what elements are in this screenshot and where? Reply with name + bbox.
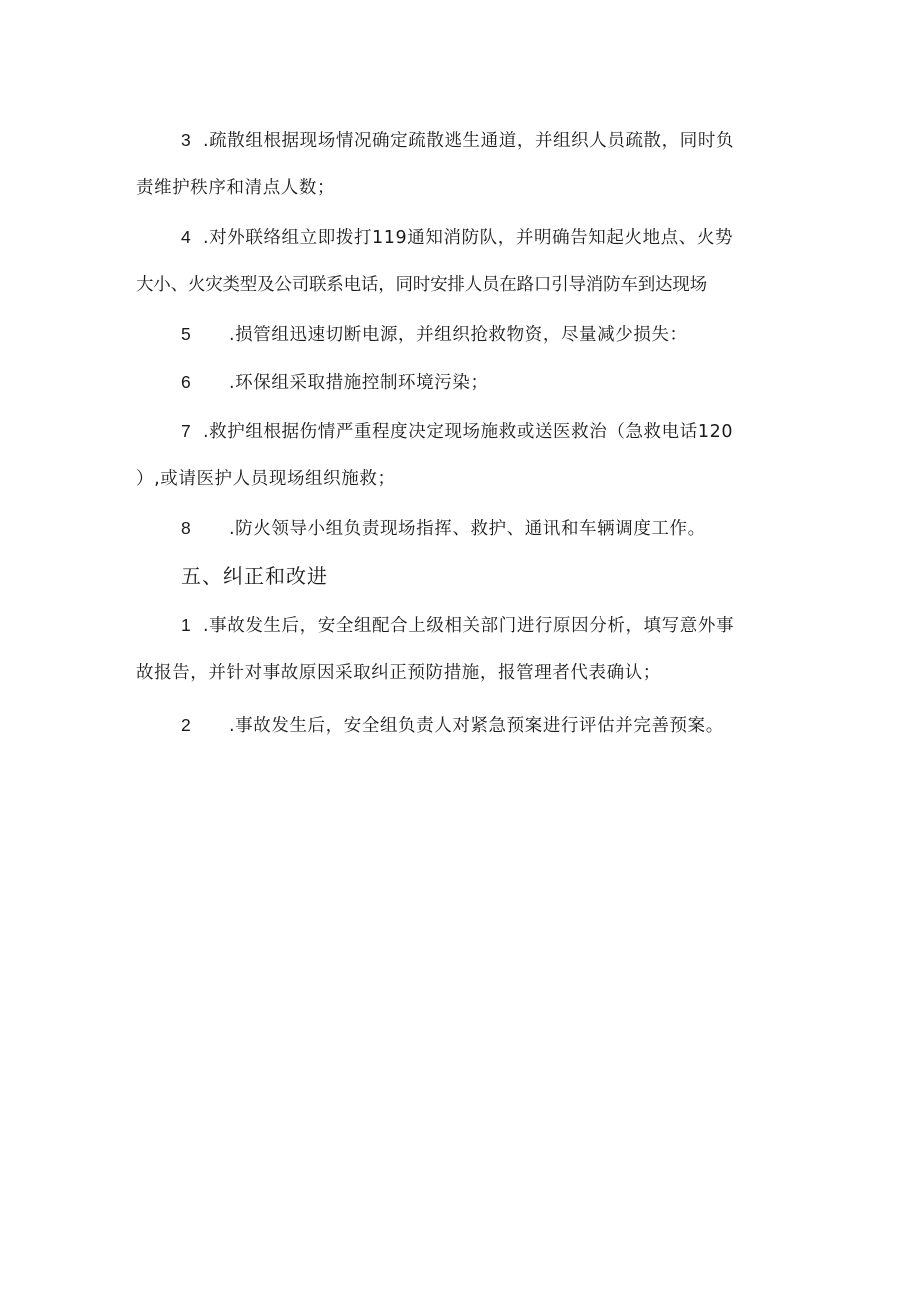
item-5-number: 5 xyxy=(181,324,192,344)
item-7-number: 7 xyxy=(181,421,192,441)
item-8-line-1 xyxy=(181,516,706,541)
item-3-line-2 xyxy=(136,176,335,200)
item-3-number: 3 xyxy=(181,130,192,150)
item-4-text-1: .对外联络组立即拨打119通知消防队，并明确告知起火地点、火势 xyxy=(203,228,734,248)
item-5-line-1 xyxy=(181,322,688,347)
item-5-text-1: .损管组迅速切断电源，并组织抢救物资，尽量减少损失： xyxy=(229,325,688,345)
section-item-1-text-2: 故报告，并针对事故原因采取纠正预防措施，报管理者代表确认； xyxy=(136,663,661,683)
section-item-1-text-1: .事故发生后，安全组配合上级相关部门进行原因分析，填写意外事 xyxy=(203,616,735,636)
item-6-text-1: .环保组采取措施控制环境污染； xyxy=(229,373,489,393)
item-4-text-2: 大小、火灾类型及公司联系电话，同时安排人员在路口引导消防车到达现场 xyxy=(136,275,707,295)
item-6-number: 6 xyxy=(181,372,192,392)
item-7-text-1: .救护组根据伤情严重程度决定现场施救或送医救治（急救电话120 xyxy=(203,422,734,442)
section-item-2-line-1 xyxy=(181,713,724,738)
item-4-line-2 xyxy=(136,273,707,297)
item-8-number: 8 xyxy=(181,518,192,538)
section-heading: 五、纠正和改进 xyxy=(181,564,328,588)
item-4-number: 4 xyxy=(181,227,192,247)
item-6-line-1 xyxy=(181,370,489,395)
section-item-1-line-2 xyxy=(136,661,661,685)
section-item-1-number: 1 xyxy=(181,615,192,635)
item-7-text-2: ）,或请医护人员现场组织施救； xyxy=(136,469,396,489)
section-item-2-number: 2 xyxy=(181,715,192,735)
section-item-1-line-1 xyxy=(181,613,734,638)
item-4-line-1 xyxy=(181,225,733,250)
item-8-text-1: .防火领导小组负责现场指挥、救护、通讯和车辆调度工作。 xyxy=(229,519,706,539)
section-item-2-text-1: .事故发生后，安全组负责人对紧急预案进行评估并完善预案。 xyxy=(229,716,724,736)
item-7-line-1 xyxy=(181,419,733,444)
item-3-text-1: .疏散组根据现场情况确定疏散逃生通道，并组织人员疏散，同时负 xyxy=(203,131,735,151)
item-3-line-1 xyxy=(181,128,734,153)
item-3-text-2: 责维护秩序和清点人数； xyxy=(136,178,336,198)
item-7-line-2 xyxy=(136,467,396,491)
